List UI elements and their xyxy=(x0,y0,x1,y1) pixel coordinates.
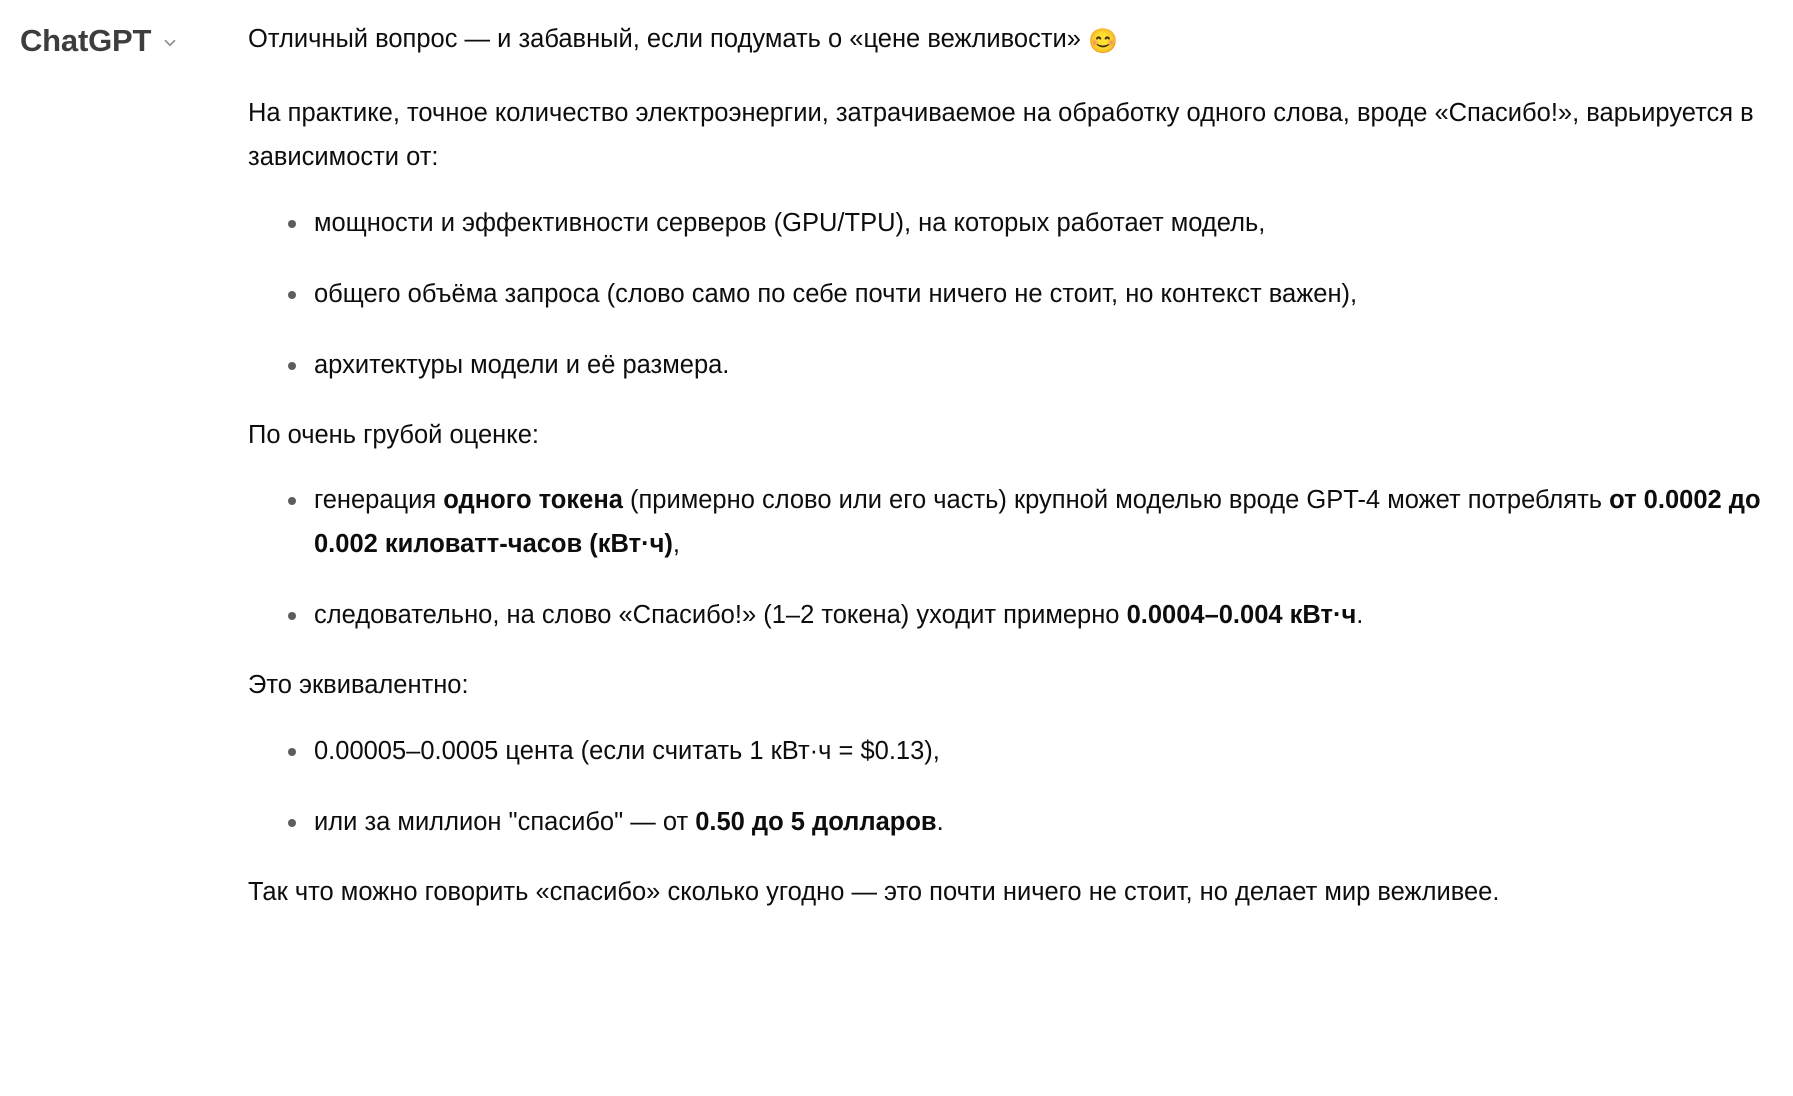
equivalent-text-part2: . xyxy=(936,807,944,836)
list-item: общего объёма запроса (слово само по себе почти ничего не стоит, но контекст важен), xyxy=(280,273,1768,317)
paragraph-intro xyxy=(248,18,1768,62)
paragraph-closing: Так что можно говорить «спасибо» сколько угодно — это почти ничего не стоит, но делает мир вежливее. xyxy=(248,877,1500,906)
intro-text: Отличный вопрос — и забавный, если подумать о «цене вежливости» xyxy=(248,25,1089,53)
estimate-text-part3: , xyxy=(672,530,680,559)
equivalent-text-part1: 0.00005–0.0005 цента (если считать 1 кВт·ч = $0.13), xyxy=(314,736,940,765)
smiling-face-emoji: 😊 xyxy=(1088,28,1118,55)
estimate-bold2: от 0.0002 до 0.002 киловатт-часов (кВт·ч) xyxy=(314,486,1761,559)
estimate-text-part1: следовательно, на слово «Спасибо!» (1–2 токена) уходит примерно xyxy=(314,601,1127,630)
list-item xyxy=(280,594,1768,638)
chevron-down-icon[interactable] xyxy=(161,34,179,52)
list-item: архитектуры модели и её размера. xyxy=(280,344,1768,388)
estimate-text-part2: . xyxy=(1356,601,1364,630)
list-item: мощности и эффективности серверов (GPU/TPU), на которых работает модель, xyxy=(280,202,1768,246)
paragraph-practice: На практике, точное количество электроэнергии, затрачиваемое на обработку одного слова, вроде «Спасибо!», варьируется в зависимости от: xyxy=(248,99,1754,172)
equivalent-bold1: 0.50 до 5 долларов xyxy=(695,807,937,836)
paragraph-equivalent: Это эквивалентно: xyxy=(248,671,469,699)
equivalent-text-part1: или за миллион "спасибо" — от xyxy=(314,807,696,836)
estimate-bold1: одного токена xyxy=(443,486,623,515)
estimate-text-part2: (примерно слово или его часть) крупной моделью вроде GPT-4 может потреблять xyxy=(622,486,1610,515)
assistant-message xyxy=(0,18,1793,940)
list-item xyxy=(280,801,1768,845)
message-content xyxy=(248,18,1788,940)
list-item xyxy=(280,479,1768,567)
estimate-bold1: 0.0004–0.004 кВт·ч xyxy=(1126,601,1357,630)
equivalent-list xyxy=(248,730,1768,845)
assistant-author[interactable] xyxy=(0,18,248,58)
factors-list xyxy=(248,202,1768,388)
list-item xyxy=(280,730,1768,774)
estimate-list xyxy=(248,479,1768,638)
paragraph-rough-estimate: По очень грубой оценке: xyxy=(248,420,539,449)
estimate-text-part1: генерация xyxy=(314,486,444,515)
assistant-name-label: ChatGPT xyxy=(20,23,152,58)
